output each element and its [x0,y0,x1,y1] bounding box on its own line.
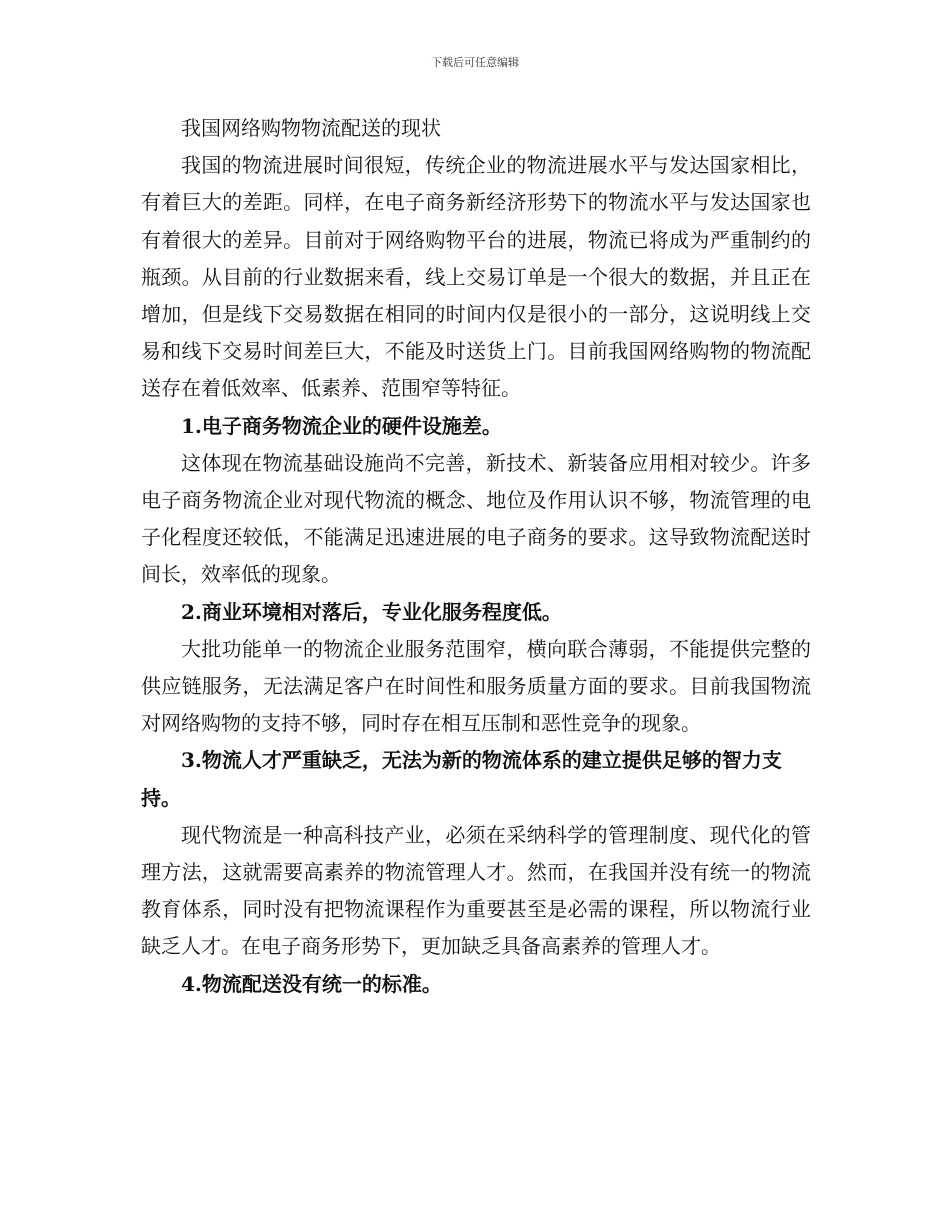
intro-paragraph: 我国的物流进展时间很短，传统企业的物流进展水平与发达国家相比，有着巨大的差距。同样，在电子商务新经济形势下的物流水平与发达国家也有着很大的差异。目前对于网络购物平台的进展，物流已将成为严重制约的瓶颈。从目前的行业数据来看，线上交易订单是一个很大的数据，并且正在增加，但是线下交易数据在相同的时间内仅是很小的一部分，这说明线上交易和线下交易时间差巨大，不能及时送货上门。目前我国网络购物的物流配送存在着低效率、低素养、范围窄等特征。 [141,153,811,401]
section-3-body: 现代物流是一种高科技产业，必须在采纳科学的管理制度、现代化的管理方法，这就需要高素养的物流管理人才。然而，在我国并没有统一的物流教育体系，同时没有把物流课程作为重要甚至是必需的课程，所以物流行业缺乏人才。在电子商务形势下，更加缺乏具备高素养的管理人才。 [141,822,811,959]
document-body [141,110,811,1003]
document-title: 我国网络购物物流配送的现状 [181,116,441,140]
section-2-body: 大批功能单一的物流企业服务范围窄，横向联合薄弱，不能提供完整的供应链服务，无法满足客户在时间性和服务质量方面的要求。目前我国物流对网络购物的支持不够，同时存在相互压制和恶性竞争的现象。 [141,636,811,736]
section-2-heading: 2.商业环境相对落后，专业化服务程度低。 [181,599,562,624]
section-1-heading: 1.电子商务物流企业的硬件设施差。 [181,413,502,438]
section-3-heading: 3.物流人才严重缺乏，无法为新的物流体系的建立提供足够的智力支持。 [141,748,782,810]
page-header: 下载后可任意编辑 [431,56,519,69]
section-4-heading: 4.物流配送没有统一的标准。 [181,971,442,996]
section-1-body: 这体现在物流基础设施尚不完善，新技术、新装备应用相对较少。许多电子商务物流企业对现代物流的概念、地位及作用认识不够，物流管理的电子化程度还较低，不能满足迅速进展的电子商务的要求。这导致物流配送时间长，效率低的现象。 [141,450,811,587]
